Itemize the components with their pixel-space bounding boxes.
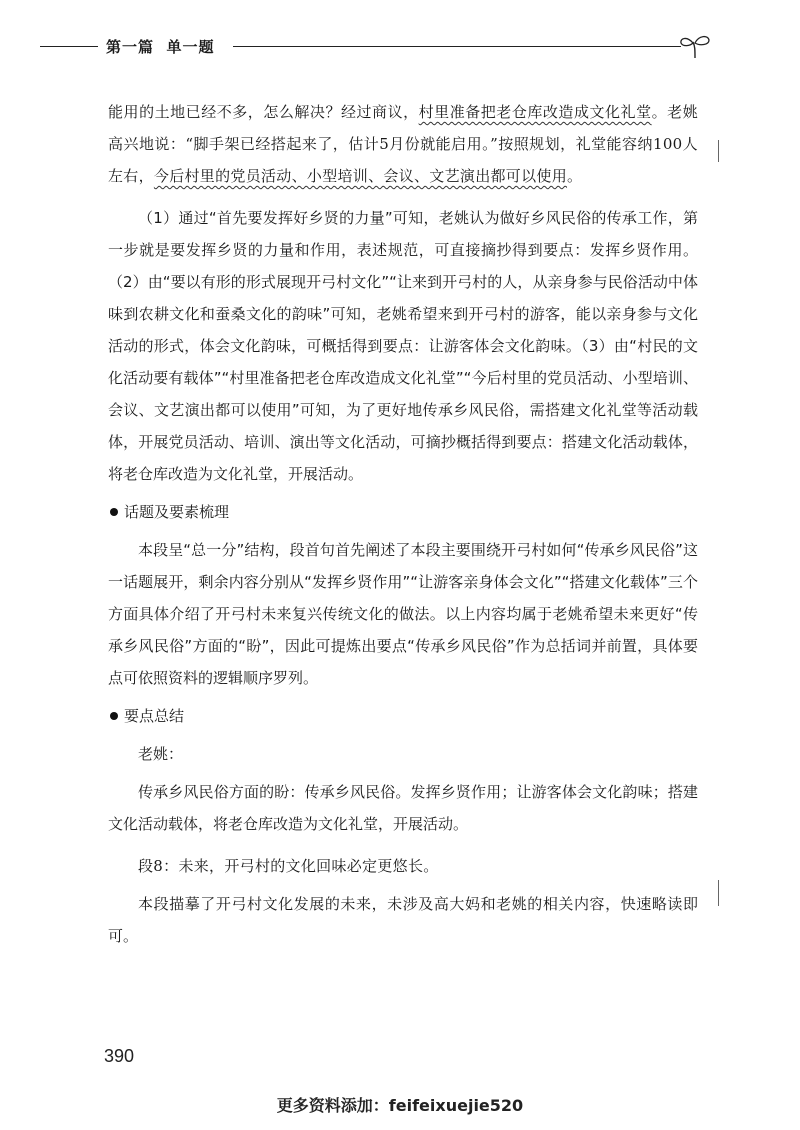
structure-paragraph: 本段呈“总一分”结构，段首句首先阐述了本段主要围绕开弓村如何“传承乡风民俗”这一话题展开，剩余内容分别从“发挥乡贤作用”“让游客亲身体会文化”“搭建文化载体”三个方面具体介绍了开弓村未来复兴传统文化的做法。以上内容均属于老姚希望未来更好“传承乡风民俗”方面的“盼”，因此可提炼出要点“传承乡风民俗”作为总括词并前置，具体要点可依照资料的逻辑顺序罗列。: [108, 541, 698, 687]
intro-text-a: 能用的土地已经不多，怎么解决？经过商议，: [108, 103, 419, 121]
running-header: [0, 32, 800, 62]
heading-text: 话题及要素梳理: [124, 503, 230, 521]
closing-paragraph: 本段描摹了开弓村文化发展的未来，未涉及高大妈和老姚的相关内容，快速略读即可。: [108, 895, 698, 945]
bullet-icon: [110, 712, 118, 720]
wavy-underline-phrase: 村里准备把老仓库改造成文化礼堂: [418, 103, 652, 121]
intro-text-b: 。老姚高兴地说：“脚手架已经搭起来了，估计5月份就能启用。”按照规划，礼堂能容纳100人左右，: [108, 103, 698, 185]
wavy-underline-phrase: 今后村里的党员活动、小型培训、会议、文艺演出都可以使用: [153, 167, 568, 185]
page-content: [108, 96, 698, 952]
section-heading: [108, 700, 698, 732]
sprout-icon: [678, 32, 712, 60]
bullet-icon: [110, 508, 118, 516]
header-rule-right: [233, 46, 681, 47]
paragraph-intro: [108, 96, 698, 192]
running-title: 第一篇 单一题: [106, 38, 215, 56]
analysis-paragraph: （1）通过“首先要发挥好乡贤的力量”可知，老姚认为做好乡风民俗的传承工作，第一步就是要发挥乡贤的力量和作用，表述规范，可直接摘抄得到要点：发挥乡贤作用。（2）由“要以有形的形式展现开弓村文化”“让来到开弓村的人，从亲身参与民俗活动中体味到农耕文化和蚕桑文化的韵味”可知，老姚希望来到开弓村的游客，能以亲身参与文化活动的形式，体会文化韵味，可概括得到要点：让游客体会文化韵味。（3）由“村民的文化活动要有载体”“村里准备把老仓库改造成文化礼堂”“今后村里的党员活动、小型培训、会议、文艺演出都可以使用”可知，为了更好地传承乡风民俗，需搭建文化礼堂等活动载体，开展党员活动、培训、演出等文化活动，可摘抄概括得到要点：搭建文化活动载体，将老仓库改造为文化礼堂，开展活动。: [108, 209, 698, 483]
header-rule-left: [40, 46, 98, 47]
section-heading: [108, 496, 698, 528]
section-paragraph-label: 段8：未来，开弓村的文化回味必定更悠长。: [138, 857, 439, 875]
speaker-label: 老姚：: [138, 745, 184, 763]
margin-mark: [718, 140, 719, 162]
intro-text-c: 。: [567, 167, 583, 185]
margin-mark: [718, 880, 719, 906]
footer-note: 更多资料添加：feifeixuejie520: [276, 1096, 524, 1115]
page-number: 390: [104, 1046, 135, 1066]
heading-text: 要点总结: [124, 707, 185, 725]
summary-paragraph: 传承乡风民俗方面的盼：传承乡风民俗。发挥乡贤作用；让游客体会文化韵味；搭建文化活动载体，将老仓库改造为文化礼堂，开展活动。: [108, 783, 698, 833]
